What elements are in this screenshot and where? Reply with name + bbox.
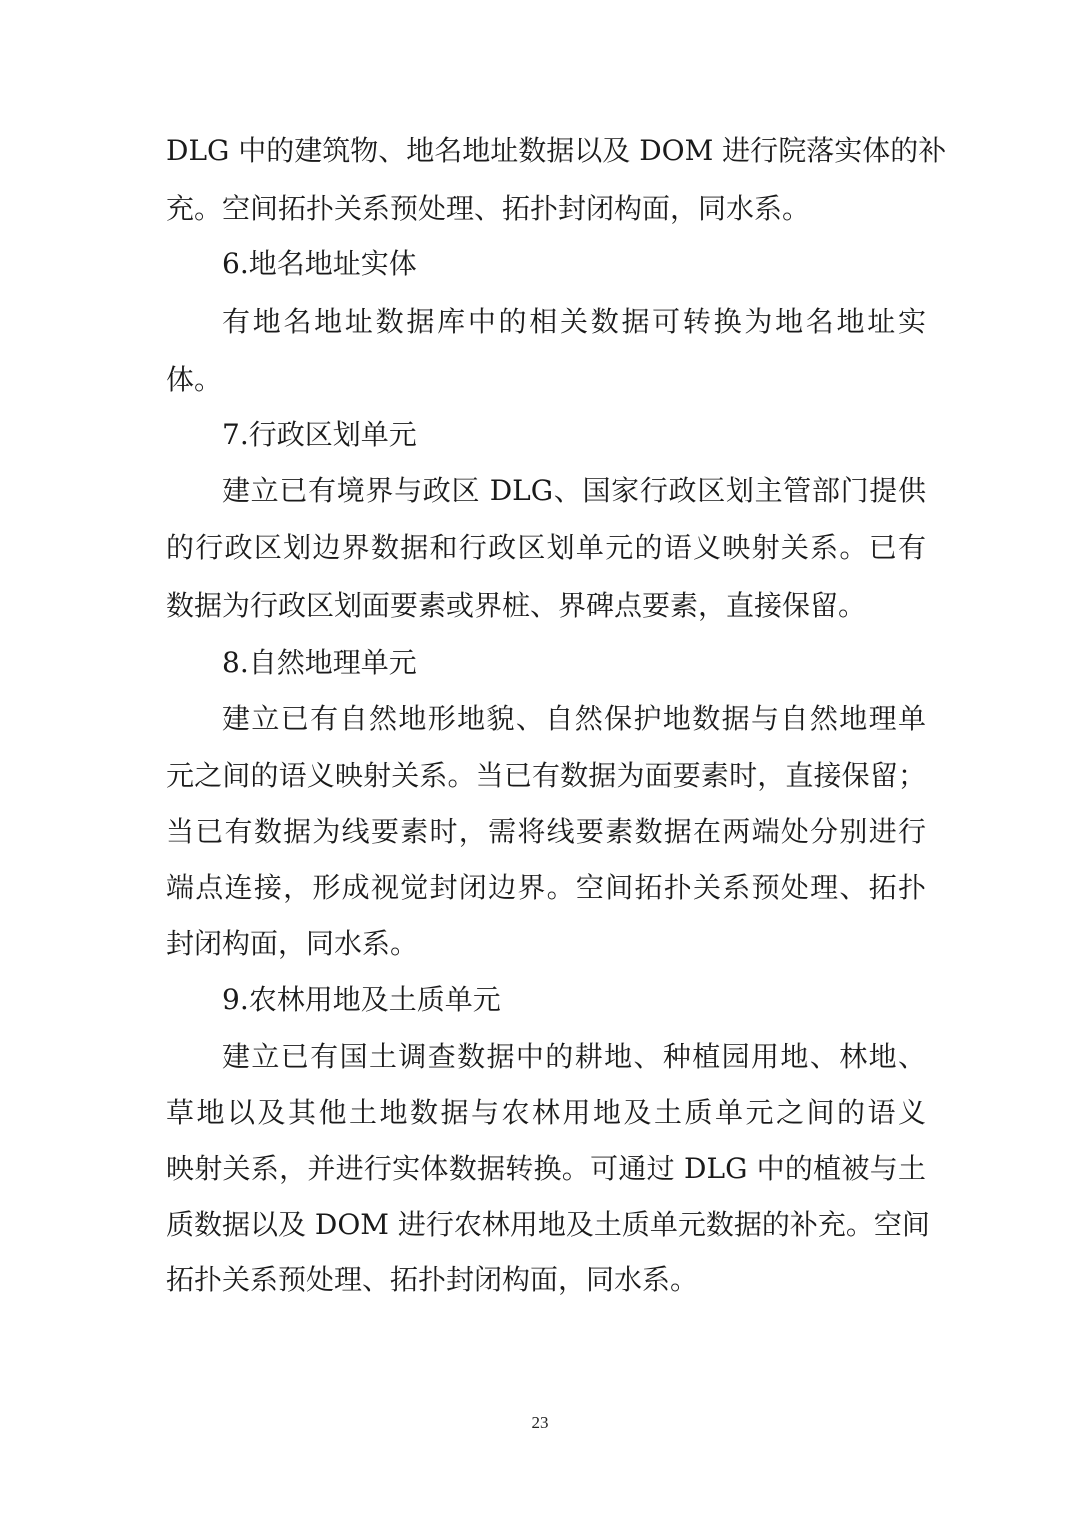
paragraph-line: 的行政区划边界数据和行政区划单元的语义映射关系。已有 (166, 531, 926, 564)
paragraph-line: DLG 中的建筑物、地名地址数据以及 DOM 进行院落实体的补 (166, 134, 947, 167)
section-heading: 7.行政区划单元 (222, 418, 417, 451)
section-heading: 8.自然地理单元 (222, 646, 417, 679)
paragraph-line: 端点连接，形成视觉封闭边界。空间拓扑关系预处理、拓扑 (166, 871, 926, 904)
section-heading: 9.农林用地及土质单元 (222, 983, 501, 1016)
paragraph-line: 体。 (166, 363, 223, 396)
paragraph-line: 有地名地址数据库中的相关数据可转换为地名地址实 (222, 305, 926, 338)
paragraph-line: 建立已有境界与政区 DLG、国家行政区划主管部门提供 (222, 474, 926, 507)
paragraph-line: 质数据以及 DOM 进行农林用地及土质单元数据的补充。空间 (166, 1208, 930, 1241)
paragraph-line: 元之间的语义映射关系。当已有数据为面要素时，直接保留； (166, 759, 926, 792)
section-heading: 6.地名地址实体 (222, 247, 417, 280)
paragraph-line: 建立已有自然地形地貌、自然保护地数据与自然地理单 (222, 702, 926, 735)
paragraph-line: 映射关系，并进行实体数据转换。可通过 DLG 中的植被与土 (166, 1152, 926, 1185)
paragraph-line: 封闭构面，同水系。 (166, 927, 419, 960)
page-number: 23 (531, 1413, 549, 1432)
paragraph-line: 数据为行政区划面要素或界桩、界碑点要素，直接保留。 (166, 589, 867, 622)
paragraph-line: 充。空间拓扑关系预处理、拓扑封闭构面，同水系。 (166, 192, 811, 225)
paragraph-line: 草地以及其他土地数据与农林用地及土质单元之间的语义 (166, 1096, 926, 1129)
paragraph-line: 建立已有国土调查数据中的耕地、种植园用地、林地、 (222, 1040, 926, 1073)
paragraph-line: 拓扑关系预处理、拓扑封闭构面，同水系。 (166, 1263, 699, 1296)
paragraph-line: 当已有数据为线要素时，需将线要素数据在两端处分别进行 (166, 815, 926, 848)
